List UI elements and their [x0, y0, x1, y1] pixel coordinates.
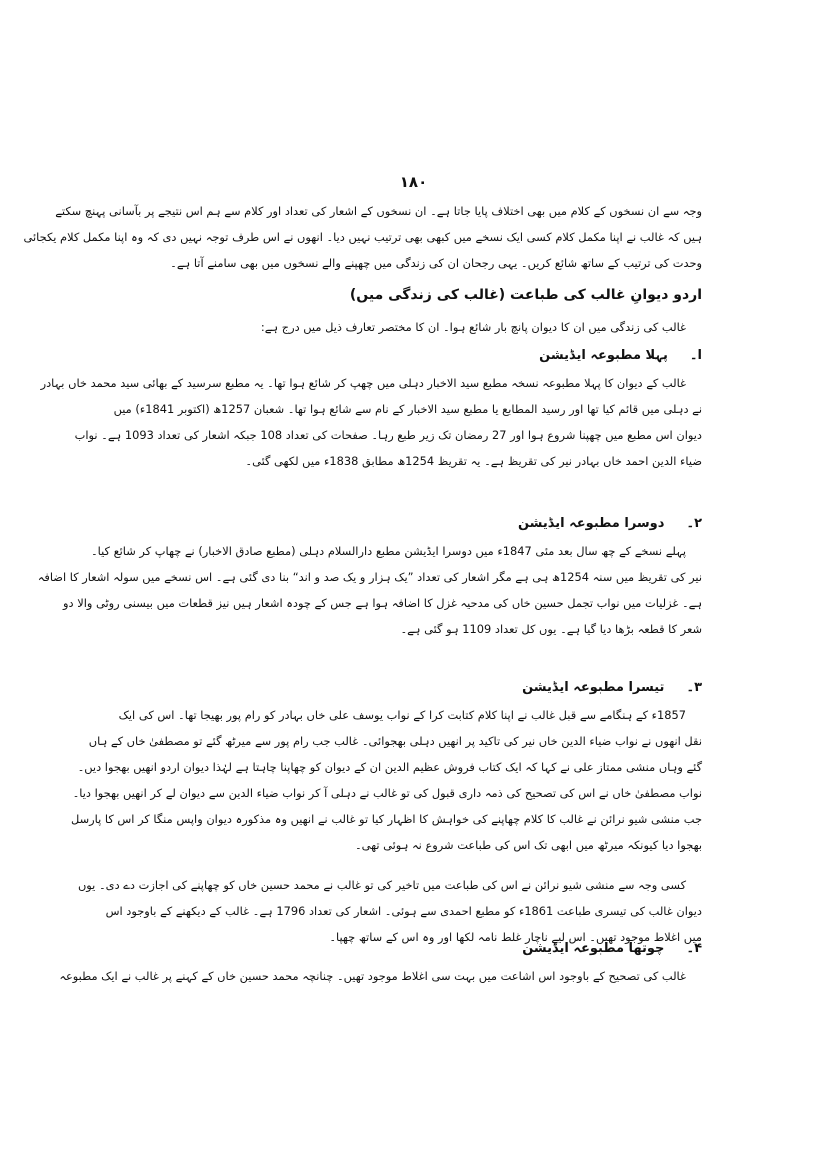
text-line: ہے۔ غزلیات میں نواب تجمل حسین خاں کی مدحیہ غزل کا اضافہ ہوا ہے جس کے چودہ اشعار ہیں نیز قطعات میں بیسنی روٹی والا دو [63, 596, 702, 610]
page-number: ۱۸۰ [399, 173, 428, 191]
text-line: وجہ سے ان نسخوں کے کلام میں بھی اختلاف پایا جاتا ہے۔ ان نسخوں کے اشعار کی تعداد اور کلام سے ہم اس نتیجے پر بآسانی پہنچ سکتے [55, 204, 702, 218]
section-number: ۳۔ [686, 680, 702, 695]
text-line: دیوان غالب کی تیسری طباعت 1861ء کو مطبع احمدی سے ہوئی۔ اشعار کی تعداد 1796 ہے۔ غالب کے دیکھنے کے باوجود اس [105, 904, 702, 918]
section-title: چوتھا مطبوعہ ایڈیشن [522, 941, 665, 956]
text-line: 1857ء کے ہنگامے سے قبل غالب نے اپنا کلام کتابت کرا کے نواب یوسف علی خاں بہادر کو رام پور بھیجا تھا۔ اس کی ایک [118, 708, 686, 722]
text-line: بھجوا دیا کیونکہ میرٹھ میں ابھی تک اس کی طباعت شروع نہ ہوئی تھی۔ [354, 838, 702, 852]
paragraph-intro [23, 198, 702, 276]
section-number: ا۔ [689, 348, 702, 363]
section-number: ۴۔ [686, 941, 702, 956]
text-line: میں اغلاط موجود تھیں۔ اس لیے ناچار غلط نامہ لکھا اور وہ اس کے ساتھ چھپا۔ [329, 930, 702, 944]
text-line: شعر کا قطعہ بڑھا دیا گیا ہے۔ یوں کل تعداد 1109 ہو گئی ہے۔ [400, 622, 702, 636]
section-title: دوسرا مطبوعہ ایڈیشن [517, 516, 665, 531]
section-1 [40, 342, 702, 474]
section-title: پہلا مطبوعہ ایڈیشن [539, 348, 668, 363]
text-line: غالب کے دیوان کا پہلا مطبوعہ نسخہ مطبع سید الاخبار دہلی میں چھپ کر شائع ہوا تھا۔ یہ مطبع سرسید کے بھائی سید محمد خاں بہادر [40, 376, 686, 390]
main-heading: اردو دیوانِ غالب کی طباعت (غالب کی زندگی میں) [349, 287, 702, 303]
text-line: گئے وہاں منشی ممتاز علی نے کہا کہ ایک کتاب فروش عظیم الدین ان کے دیوان کو چھاپنا چاہتا ہے لہٰذا دیوان اردو انھیں بھجوا دیں۔ [77, 760, 702, 774]
intro-line: غالب کی زندگی میں ان کا دیوان پانچ بار شائع ہوا۔ ان کا مختصر تعارف ذیل میں درج ہے: [260, 320, 686, 334]
text-line: پہلے نسخے کے چھ سال بعد مئی 1847ء میں دوسرا ایڈیشن مطبع دارالسلام دہلی (مطبع صادق الاخبار) نے چھاپ کر شائع کیا۔ [90, 544, 686, 558]
text-line: ضیاء الدین احمد خاں بہادر نیر کی تقریظ ہے۔ یہ تقریظ 1254ھ مطابق 1838ء میں لکھی گئی۔ [245, 454, 702, 468]
section-number: ۲۔ [686, 516, 702, 531]
section-title: تیسرا مطبوعہ ایڈیشن [522, 680, 665, 695]
section-heading [127, 342, 702, 370]
main-heading-block [127, 280, 702, 310]
intro-block [127, 314, 702, 340]
text-line: وحدت کی ترتیب کے ساتھ شائع کریں۔ یہی رجحان ان کی زندگی میں چھپنے والے نسخوں میں بھی سامنے آتا ہے۔ [170, 256, 702, 270]
text-line: نے دہلی میں قائم کیا تھا اور رسید المطابع یا مطبع سید الاخبار کے نام سے شائع ہوا تھا۔ شعبان 1257ھ (اکتوبر 1841ء) میں [113, 402, 702, 416]
section-heading [127, 674, 702, 702]
text-line: نواب مصطفیٰ خاں نے اس کی تصحیح کی ذمہ داری قبول کی تو غالب نے دہلی آ کر نواب ضیاء الدین سے دیوان لے کر انھیں بھجوا دیا۔ [72, 786, 702, 800]
text-line: نیر کی تقریظ میں سنہ 1254ھ ہی ہے مگر اشعار کی تعداد ”یک ہزار و یک صد و اند“ بنا دی گئی ہے۔ اس نسخے میں سولہ اشعار کا اضافہ [37, 570, 702, 584]
text-line: دیوان اس مطبع میں چھپنا شروع ہوا اور 27 رمضان تک زیر طبع رہا۔ صفحات کی تعداد 108 جبکہ اشعار کی تعداد 1093 ہے۔ نواب [74, 428, 702, 442]
section-4 [59, 935, 702, 989]
text-line: جب منشی شیو نرائن نے غالب کا کلام چھاپنے کی خواہش کا اظہار کیا تو غالب نے انھیں وہ مذکورہ دیوان واپس منگا کر اس کا پارسل [70, 812, 702, 826]
text-line: کسی وجہ سے منشی شیو نرائن نے اس کی طباعت میں تاخیر کی تو غالب نے محمد حسین خاں کو چھاپنے کی اجازت دے دی۔ یوں [77, 878, 686, 892]
text-line: ہیں کہ غالب نے اپنا مکمل کلام کسی ایک نسخے میں کبھی بھی ترتیب نہیں دیا۔ انھوں نے اس طرف توجہ نہیں دی کہ وہ اپنا مکمل کلام یکجائی [23, 230, 702, 244]
section-2 [37, 510, 702, 642]
text-line: غالب کی تصحیح کے باوجود اس اشاعت میں بہت سی اغلاط موجود تھیں۔ چنانچہ محمد حسین خاں کے کہنے پر غالب نے ایک مطبوعہ [59, 969, 686, 983]
section-3 [70, 674, 702, 950]
section-heading [127, 935, 702, 963]
section-heading [127, 510, 702, 538]
text-line: نقل انھوں نے نواب ضیاء الدین خاں نیر کی تاکید پر انھیں دہلی بھجوائی۔ غالب جب رام پور سے میرٹھ گئے تو مصطفیٰ خاں کے ہاں [88, 734, 702, 748]
